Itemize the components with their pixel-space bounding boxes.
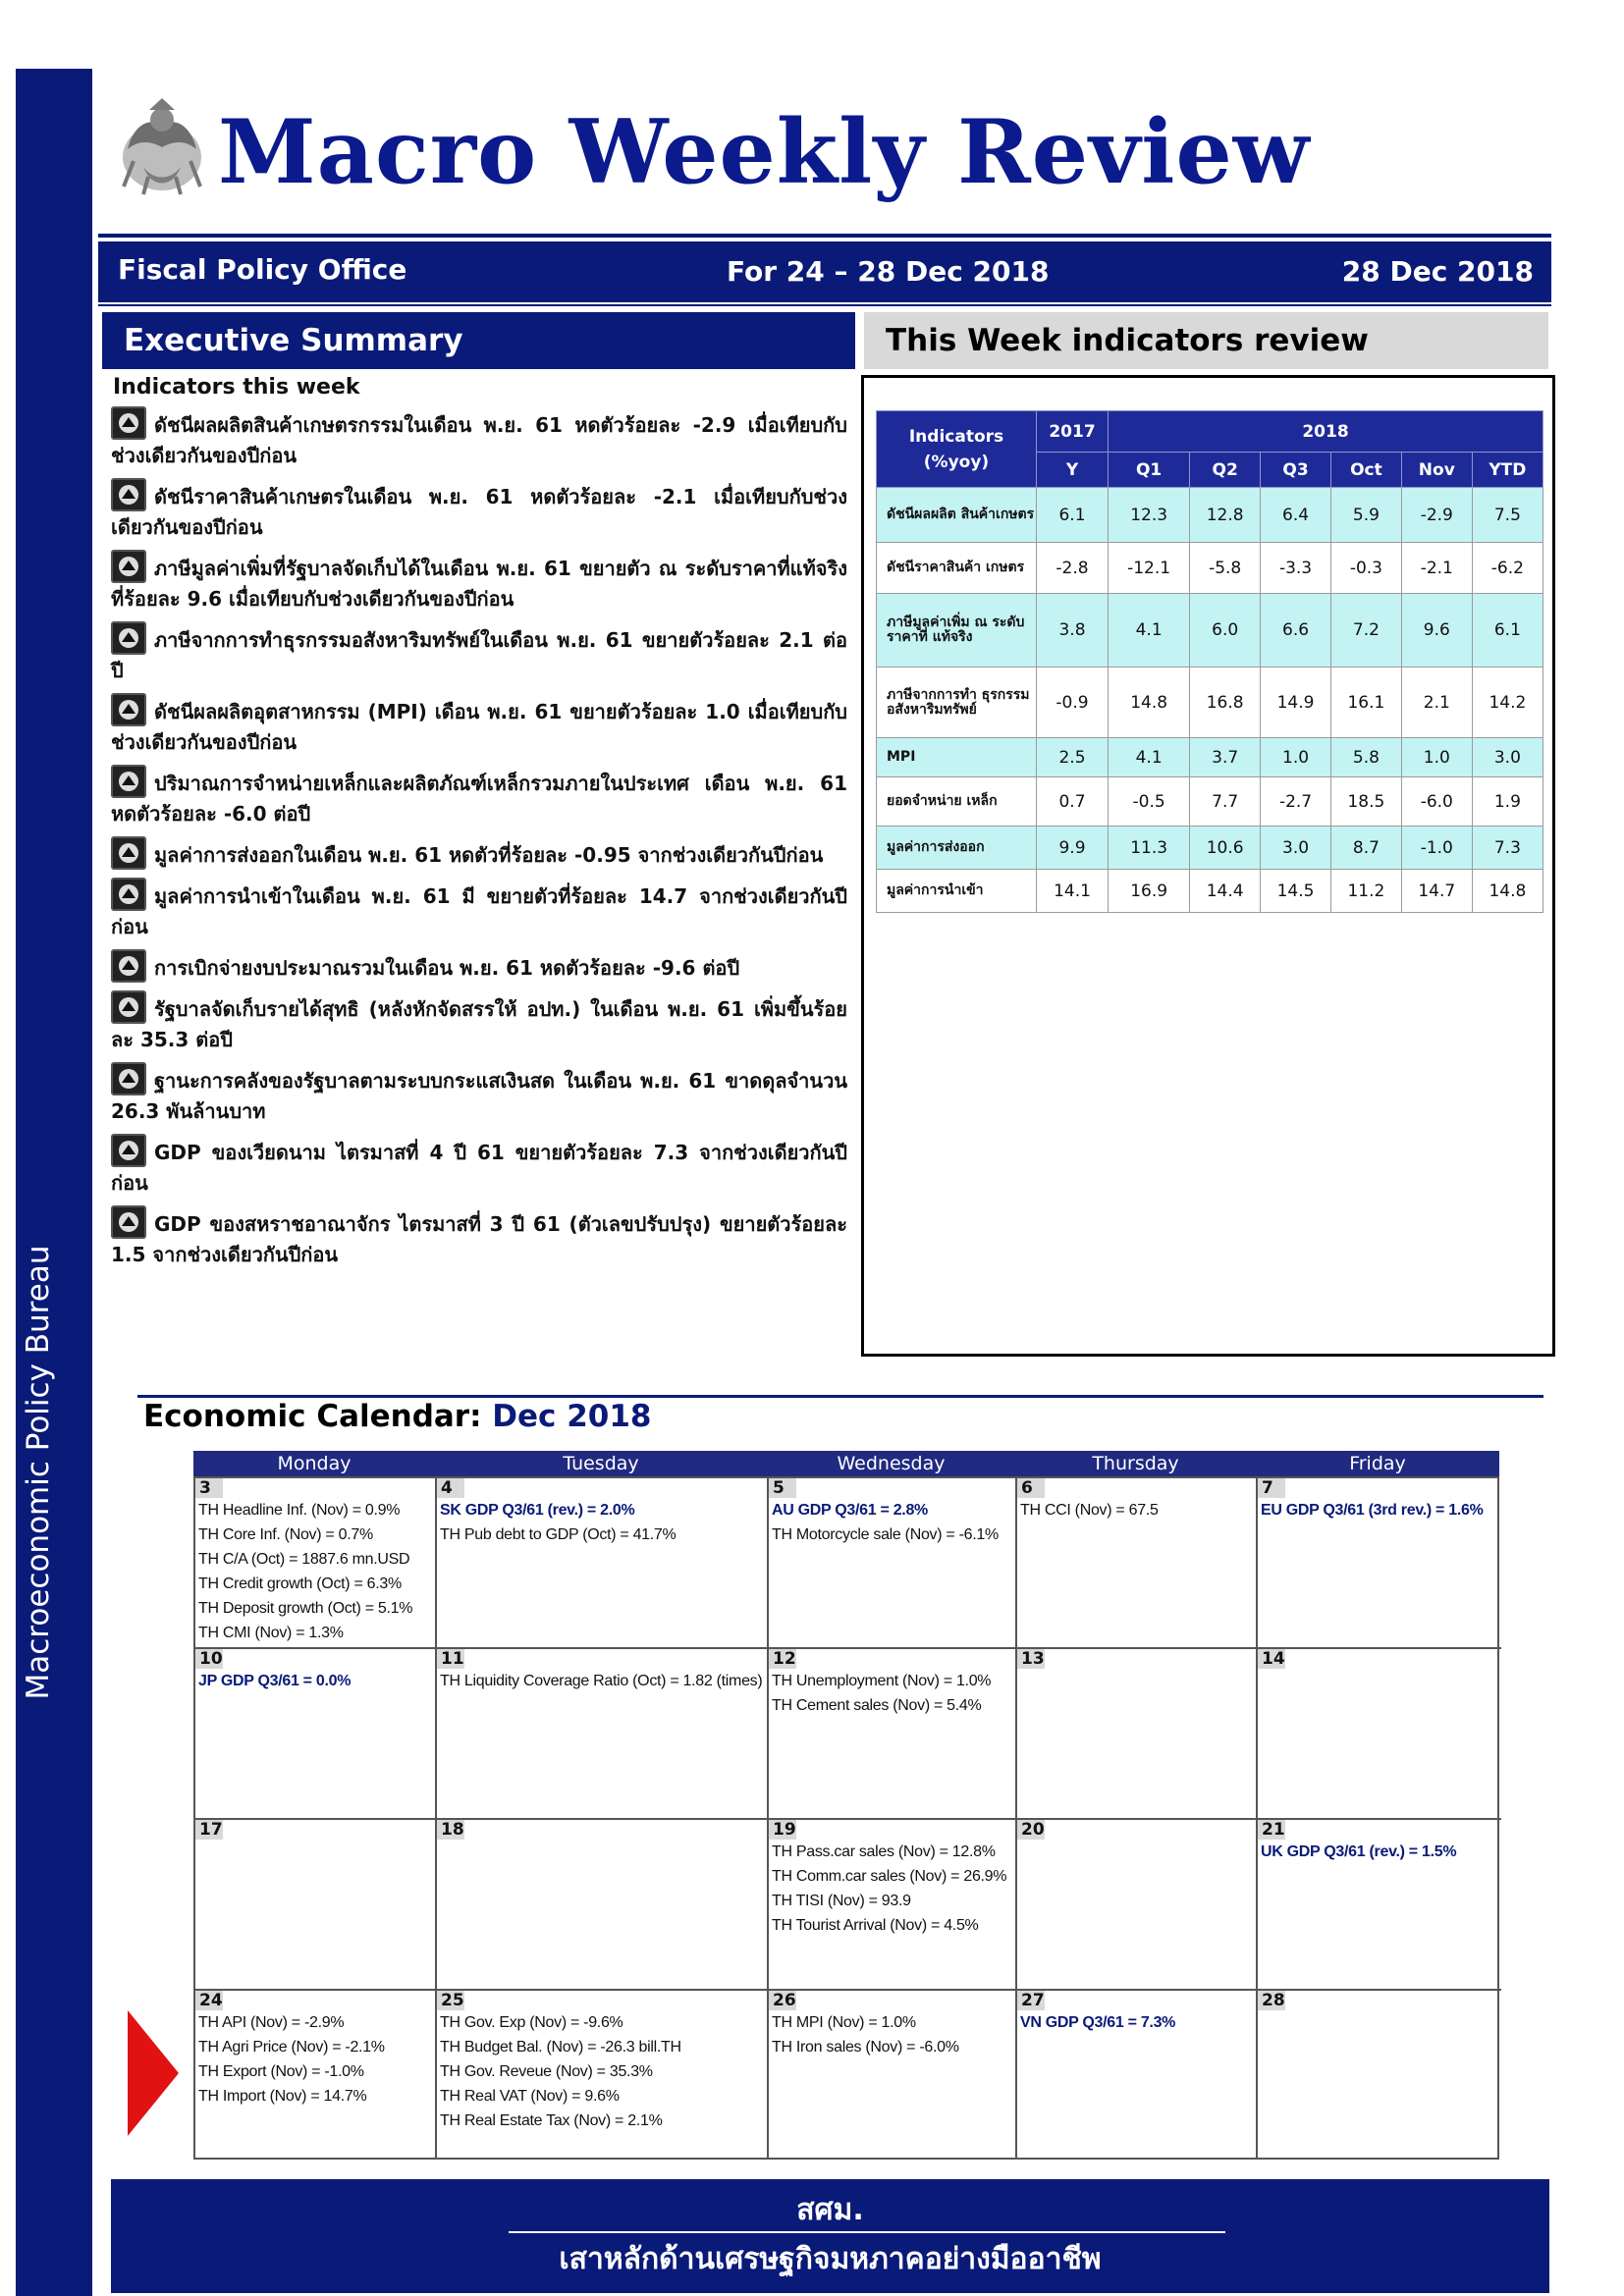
summary-item-text: ฐานะการคลังของรัฐบาลตามระบบกระแสเงินสด ในเดือน พ.ย. 61 ขาดดุลจำนวน 26.3 พันล้านบาท [111,1069,847,1123]
calendar-date-number: 12 [769,1649,796,1669]
subcolumn-header: Nov [1401,453,1472,488]
calendar-cell [1017,1478,1258,1649]
summary-item-text: รัฐบาลจัดเก็บรายได้สุทธิ (หลังหักจัดสรรให้ อปท.) ในเดือน พ.ย. 61 เพิ่มขึ้นร้อยละ 35.3 ต่อปี [111,997,847,1051]
calendar-date-number: 17 [195,1820,223,1840]
indicator-row [877,543,1543,594]
summary-item [111,1205,847,1270]
calendar-date-number: 5 [769,1478,796,1498]
indicator-row [877,594,1543,667]
calendar-day-name: Wednesday [837,1453,946,1474]
up-arrow-icon [111,878,146,911]
indicator-value: 18.5 [1330,777,1401,827]
up-arrow-icon [111,836,146,870]
summary-item-text: ดัชนีผลผลิตอุตสาหกรรม (MPI) เดือน พ.ย. 61 ขยายตัวร้อยละ 1.0 เมื่อเทียบกับช่วงเดียวกันของปีก่อน [111,700,847,754]
masthead-title: Macro Weekly Review [218,100,1311,204]
calendar-cell [1258,1820,1501,1991]
indicators-table [876,410,1543,913]
indicator-value: 7.7 [1190,777,1261,827]
report-date: 28 Dec 2018 [1341,255,1534,288]
footer-slogan: เสาหลักด้านเศรษฐกิจมหภาคอย่างมืออาชีพ [559,2242,1102,2276]
indicator-label: ยอดจำหน่าย เหล็ก [877,777,1037,827]
calendar-event: TH Deposit growth (Oct) = 5.1% [198,1600,413,1617]
indicator-value: 14.1 [1037,870,1109,913]
calendar-event: TH Liquidity Coverage Ratio (Oct) = 1.82 (times) [440,1673,763,1689]
indicator-label: ภาษีมูลค่าเพิ่ม ณ ระดับราคาที่ แท้จริง [877,594,1037,667]
up-arrow-icon [111,1205,146,1239]
calendar-date-number: 24 [195,1991,223,2010]
calendar-event: TH Unemployment (Nov) = 1.0% [772,1673,992,1689]
subcolumn-header: YTD [1472,453,1543,488]
calendar-date-number: 18 [437,1820,464,1840]
indicator-value: 10.6 [1190,827,1261,870]
calendar-event: TH Headline Inf. (Nov) = 0.9% [198,1502,401,1519]
indicator-value: 7.3 [1472,827,1543,870]
summary-item-text: ปริมาณการจำหน่ายเหล็กและผลิตภัณฑ์เหล็กรวมภายในประเทศ เดือน พ.ย. 61 หดตัวร้อยละ -6.0 ต่อปี [111,772,847,826]
indicators-review-heading: This Week indicators review [864,312,1548,369]
indicator-value: 14.4 [1190,870,1261,913]
calendar-event: TH Pass.car sales (Nov) = 12.8% [772,1843,996,1860]
calendar-rule [137,1395,1543,1398]
indicator-value: 14.7 [1401,870,1472,913]
indicator-row [877,667,1543,738]
indicator-value: -0.5 [1109,777,1190,827]
indicator-value: -6.0 [1401,777,1472,827]
footer-band [111,2179,1549,2293]
masthead-rule-bottom [98,304,1551,306]
up-arrow-icon [111,406,146,440]
indicator-value: 3.0 [1472,738,1543,777]
indicator-value: 11.2 [1330,870,1401,913]
calendar-cell [437,1478,769,1649]
calendar-date-number: 19 [769,1820,796,1840]
left-sidebar-bar [16,69,92,2296]
calendar-event: TH C/A (Oct) = 1887.6 mn.USD [198,1551,410,1568]
calendar-day-name: Friday [1349,1453,1406,1474]
calendar-month: Dec 2018 [492,1399,652,1434]
calendar-day-header [193,1451,1499,1476]
indicator-value: 14.2 [1472,667,1543,738]
indicator-value: 5.9 [1330,488,1401,543]
calendar-date-number: 3 [195,1478,223,1498]
up-arrow-icon [111,478,146,511]
summary-item [111,878,847,942]
current-week-arrow-icon [128,2010,179,2136]
calendar-date-number: 4 [437,1478,464,1498]
sidebar-label: Macroeconomic Policy Bureau [21,1245,56,1700]
summary-item-text: มูลค่าการส่งออกในเดือน พ.ย. 61 หดตัวที่ร้อยละ -0.95 จากช่วงเดียวกันปีก่อน [154,843,824,867]
calendar-event: TH MPI (Nov) = 1.0% [772,2014,916,2031]
executive-summary-list [111,406,847,1277]
indicator-row [877,827,1543,870]
indicator-value: 5.8 [1330,738,1401,777]
indicator-value: -2.8 [1037,543,1109,594]
calendar-event: TH Pub debt to GDP (Oct) = 41.7% [440,1526,677,1543]
indicator-value: 12.3 [1109,488,1190,543]
indicator-value: -0.9 [1037,667,1109,738]
calendar-cell [437,1991,769,2158]
indicator-value: -2.9 [1401,488,1472,543]
indicator-row [877,777,1543,827]
indicator-row [877,870,1543,913]
subcolumn-header: Q3 [1261,453,1331,488]
calendar-day-name: Tuesday [563,1453,639,1474]
summary-item-text: การเบิกจ่ายงบประมาณรวมในเดือน พ.ย. 61 หดตัวร้อยละ -9.6 ต่อปี [154,956,740,980]
up-arrow-icon [111,765,146,798]
summary-item-text: GDP ของสหราชอาณาจักร ไตรมาสที่ 3 ปี 61 (ตัวเลขปรับปรุง) ขยายตัวร้อยละ 1.5 จากช่วงเดียวกันปีก่อน [111,1212,847,1266]
up-arrow-icon [111,1062,146,1095]
calendar-cell [1258,1478,1501,1649]
calendar-title [143,1399,652,1434]
year-2018-header: 2018 [1109,411,1543,453]
indicator-value: -5.8 [1190,543,1261,594]
indicator-value: 14.8 [1109,667,1190,738]
calendar-event: TH Motorcycle sale (Nov) = -6.1% [772,1526,999,1543]
calendar-cell [195,1478,437,1649]
indicator-value: -0.3 [1330,543,1401,594]
calendar-date-number: 28 [1258,1991,1285,2010]
indicator-value: 4.1 [1109,738,1190,777]
indicator-value: 9.9 [1037,827,1109,870]
calendar-event: TH TISI (Nov) = 93.9 [772,1893,911,1909]
calendar-date-number: 26 [769,1991,796,2010]
indicator-value: 16.9 [1109,870,1190,913]
calendar-event: TH Agri Price (Nov) = -2.1% [198,2039,385,2056]
summary-item [111,550,847,614]
calendar-event: SK GDP Q3/61 (rev.) = 2.0% [440,1502,635,1519]
calendar-date-number: 25 [437,1991,464,2010]
summary-item-text: ดัชนีราคาสินค้าเกษตรในเดือน พ.ย. 61 หดตัวร้อยละ -2.1 เมื่อเทียบกับช่วงเดียวกันของปีก่อน [111,485,847,539]
summary-item [111,1062,847,1127]
indicator-value: 11.3 [1109,827,1190,870]
calendar-cell [437,1820,769,1991]
up-arrow-icon [111,1134,146,1167]
masthead-rule [98,234,1551,238]
summary-item [111,990,847,1055]
indicator-value: 12.8 [1190,488,1261,543]
indicator-value: 9.6 [1401,594,1472,667]
indicator-label: ดัชนีราคาสินค้า เกษตร [877,543,1037,594]
calendar-day-name: Thursday [1092,1453,1179,1474]
calendar-event: TH CMI (Nov) = 1.3% [198,1625,344,1641]
footer-rule [509,2231,1225,2233]
calendar-cell [769,1991,1017,2158]
calendar-cell [1017,1820,1258,1991]
indicator-value: 3.8 [1037,594,1109,667]
summary-item [111,1134,847,1199]
indicator-label: MPI [877,738,1037,777]
calendar-event: JP GDP Q3/61 = 0.0% [198,1673,352,1689]
indicator-value: 14.9 [1261,667,1331,738]
subcolumn-header: Q1 [1109,453,1190,488]
summary-item [111,478,847,543]
up-arrow-icon [111,990,146,1024]
indicator-value: 7.5 [1472,488,1543,543]
subcolumn-header: Y [1037,453,1109,488]
calendar-cell [769,1649,1017,1820]
indicator-value: 3.7 [1190,738,1261,777]
calendar-event: TH Core Inf. (Nov) = 0.7% [198,1526,373,1543]
summary-item [111,949,847,984]
indicators-header-label: Indicators [908,426,1004,447]
calendar-event: TH Budget Bal. (Nov) = -26.3 bill.TH [440,2039,681,2056]
calendar-cell [1017,1649,1258,1820]
indicator-value: 1.9 [1472,777,1543,827]
calendar-cell [769,1478,1017,1649]
summary-item-text: ภาษีจากการทำธุรกรรมอสังหาริมทรัพย์ในเดือน พ.ย. 61 ขยายตัวร้อยละ 2.1 ต่อปี [111,628,847,682]
summary-item [111,406,847,471]
calendar-cell [195,1820,437,1991]
indicator-value: 1.0 [1261,738,1331,777]
year-2017-header: 2017 [1037,411,1109,453]
indicator-value: 6.1 [1037,488,1109,543]
indicator-value: 6.6 [1261,594,1331,667]
calendar-date-number: 13 [1017,1649,1045,1669]
indicator-row [877,488,1543,543]
indicator-label: มูลค่าการนำเข้า [877,870,1037,913]
indicator-value: 4.1 [1109,594,1190,667]
calendar-cell [1258,1649,1501,1820]
summary-item-text: GDP ของเวียดนาม ไตรมาสที่ 4 ปี 61 ขยายตัวร้อยละ 7.3 จากช่วงเดียวกันปีก่อน [111,1141,847,1195]
calendar-cell [1258,1991,1501,2158]
indicator-value: 6.0 [1190,594,1261,667]
indicator-value: 7.2 [1330,594,1401,667]
calendar-date-number: 6 [1017,1478,1045,1498]
indicator-value: 3.0 [1261,827,1331,870]
indicator-value: -1.0 [1401,827,1472,870]
summary-item [111,621,847,686]
calendar-event: TH Comm.car sales (Nov) = 26.9% [772,1868,1007,1885]
calendar-event: TH Gov. Exp (Nov) = -9.6% [440,2014,623,2031]
calendar-event: EU GDP Q3/61 (3rd rev.) = 1.6% [1261,1502,1484,1519]
executive-summary-heading: Executive Summary [102,312,855,369]
indicator-value: 2.1 [1401,667,1472,738]
indicators-this-week-label: Indicators this week [113,375,360,400]
calendar-event: TH Cement sales (Nov) = 5.4% [772,1697,982,1714]
indicator-value: 6.1 [1472,594,1543,667]
calendar-cell [769,1820,1017,1991]
calendar-event: TH Import (Nov) = 14.7% [198,2088,367,2105]
calendar-date-number: 20 [1017,1820,1045,1840]
calendar-cell [195,1991,437,2158]
calendar-cell [437,1649,769,1820]
calendar-title-label: Economic Calendar: [143,1399,482,1434]
footer-org-abbrev: สศม. [796,2193,864,2227]
indicator-value: 14.8 [1472,870,1543,913]
indicator-value: 8.7 [1330,827,1401,870]
indicator-value: 2.5 [1037,738,1109,777]
subcolumn-header: Oct [1330,453,1401,488]
indicator-value: -2.1 [1401,543,1472,594]
calendar-day-name: Monday [277,1453,352,1474]
indicator-value: 16.1 [1330,667,1401,738]
garuda-seal-icon [114,98,210,196]
calendar-cell [1017,1991,1258,2158]
calendar-date-number: 10 [195,1649,223,1669]
summary-item-text: ภาษีมูลค่าเพิ่มที่รัฐบาลจัดเก็บได้ในเดือน พ.ย. 61 ขยายตัว ณ ระดับราคาที่แท้จริงที่ร้อยละ 9.6 เมื่อเทียบกับช่วงเดียวกันของปีก่อน [111,557,847,611]
indicator-value: -12.1 [1109,543,1190,594]
calendar-event: TH Real VAT (Nov) = 9.6% [440,2088,620,2105]
indicator-label: ดัชนีผลผลิต สินค้าเกษตร [877,488,1037,543]
calendar-cell [195,1649,437,1820]
calendar-event: TH API (Nov) = -2.9% [198,2014,345,2031]
masthead-band [98,241,1551,302]
calendar-event: TH Real Estate Tax (Nov) = 2.1% [440,2112,663,2129]
summary-item [111,765,847,829]
indicator-value: -2.7 [1261,777,1331,827]
calendar-grid [193,1476,1499,2160]
indicators-header-unit: (%yoy) [923,452,990,472]
indicator-value: 6.4 [1261,488,1331,543]
calendar-date-number: 21 [1258,1820,1285,1840]
office-name: Fiscal Policy Office [118,253,407,286]
up-arrow-icon [111,949,146,983]
indicator-row [877,738,1543,777]
indicator-value: 0.7 [1037,777,1109,827]
summary-item [111,836,847,871]
summary-item-text: ดัชนีผลผลิตสินค้าเกษตรกรรมในเดือน พ.ย. 61 หดตัวร้อยละ -2.9 เมื่อเทียบกับช่วงเดียวกันของปีก่อน [111,413,847,467]
calendar-date-number: 27 [1017,1991,1045,2010]
subcolumn-header: Q2 [1190,453,1261,488]
calendar-event: UK GDP Q3/61 (rev.) = 1.5% [1261,1843,1457,1860]
summary-item-text: มูลค่าการนำเข้าในเดือน พ.ย. 61 มี ขยายตัวที่ร้อยละ 14.7 จากช่วงเดียวกันปีก่อน [111,884,847,938]
up-arrow-icon [111,693,146,726]
indicator-label: มูลค่าการส่งออก [877,827,1037,870]
calendar-event: TH CCI (Nov) = 67.5 [1020,1502,1159,1519]
report-period: For 24 – 28 Dec 2018 [727,255,1050,288]
indicator-value: 16.8 [1190,667,1261,738]
calendar-event: TH Iron sales (Nov) = -6.0% [772,2039,959,2056]
calendar-event: VN GDP Q3/61 = 7.3% [1020,2014,1176,2031]
indicator-value: -6.2 [1472,543,1543,594]
calendar-event: TH Gov. Reveue (Nov) = 35.3% [440,2063,653,2080]
indicator-value: 1.0 [1401,738,1472,777]
indicator-value: 14.5 [1261,870,1331,913]
calendar-event: AU GDP Q3/61 = 2.8% [772,1502,928,1519]
up-arrow-icon [111,621,146,655]
indicator-label: ภาษีจากการทำ ธุรกรรม อสังหาริมทรัพย์ [877,667,1037,738]
calendar-date-number: 11 [437,1649,464,1669]
indicator-value: -3.3 [1261,543,1331,594]
calendar-date-number: 14 [1258,1649,1285,1669]
calendar-event: TH Tourist Arrival (Nov) = 4.5% [772,1917,979,1934]
summary-item [111,693,847,758]
calendar-event: TH Credit growth (Oct) = 6.3% [198,1575,402,1592]
calendar-date-number: 7 [1258,1478,1285,1498]
indicators-column-header [877,411,1037,488]
calendar-event: TH Export (Nov) = -1.0% [198,2063,364,2080]
up-arrow-icon [111,550,146,583]
